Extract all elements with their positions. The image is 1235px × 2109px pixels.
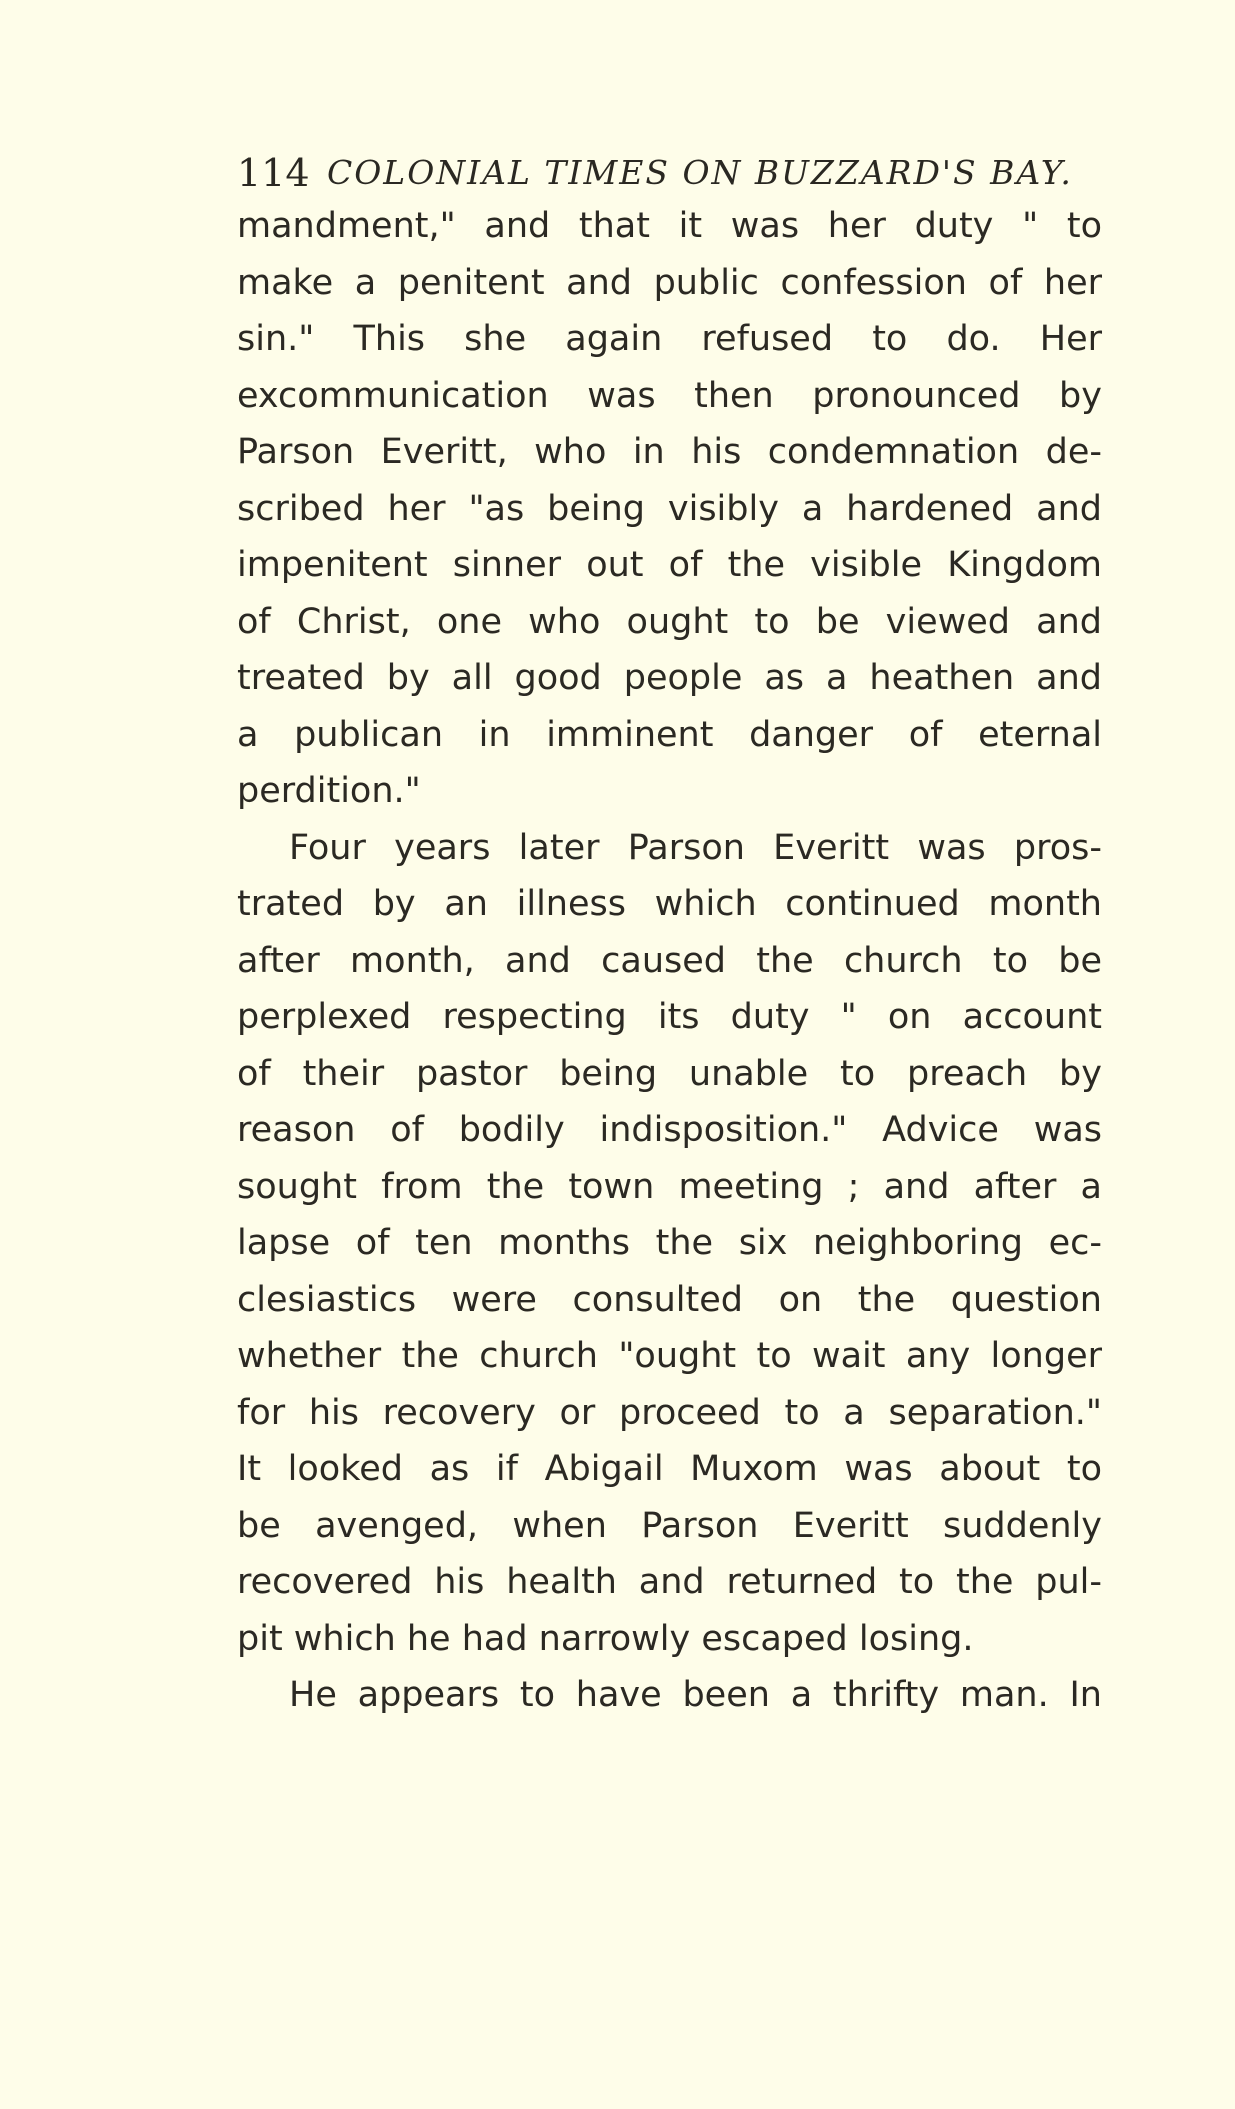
text-line: lapse of ten months the six neighboring ec- (237, 1223, 1102, 1263)
text-line: be avenged, when Parson Everitt suddenly (237, 1505, 1102, 1546)
text-line: perdition." (237, 771, 421, 811)
text-line: whether the church "ought to wait any longer (237, 1336, 1102, 1376)
text-line: It looked as if Abigail Muxom was about to (237, 1449, 1102, 1489)
paragraph-first-line: He appears to have been a thrifty man. In (289, 1675, 1102, 1715)
text-line: perplexed respecting its duty " on account (237, 997, 1102, 1037)
text-line: of Christ, one who ought to be viewed and (237, 601, 1102, 642)
page-number: 114 (237, 151, 310, 195)
text-line: a publican in imminent danger of eternal (237, 714, 1102, 755)
page-header (237, 148, 1102, 198)
text-line: reason of bodily indisposition." Advice was (237, 1110, 1102, 1150)
body-text (237, 198, 1102, 1724)
text-line: sin." This she again refused to do. Her (237, 319, 1102, 359)
text-line: impenitent sinner out of the visible Kingdom (237, 545, 1102, 585)
text-line: scribed her "as being visibly a hardened and (237, 488, 1102, 529)
text-line: make a penitent and public confession of her (237, 262, 1102, 303)
text-line: for his recovery or proceed to a separation." (237, 1392, 1102, 1433)
text-line: pit which he had narrowly escaped losing. (237, 1618, 974, 1659)
text-line: Parson Everitt, who in his condemnation de- (237, 432, 1102, 472)
text-line: after month, and caused the church to be (237, 940, 1102, 981)
text-line: sought from the town meeting ; and after a (237, 1166, 1102, 1207)
text-line: treated by all good people as a heathen and (237, 658, 1102, 698)
text-line: recovered his health and returned to the pul- (237, 1562, 1102, 1602)
text-line: mandment," and that it was her duty " to (237, 206, 1102, 246)
text-line: clesiastics were consulted on the question (237, 1279, 1102, 1320)
text-line: trated by an illness which continued month (237, 884, 1102, 924)
text-line: of their pastor being unable to preach by (237, 1053, 1102, 1094)
running-title: COLONIAL TIMES ON BUZZARD'S BAY. (327, 153, 1073, 192)
text-line: excommunication was then pronounced by (237, 375, 1102, 416)
paragraph-first-line: Four years later Parson Everitt was pros- (289, 827, 1102, 868)
